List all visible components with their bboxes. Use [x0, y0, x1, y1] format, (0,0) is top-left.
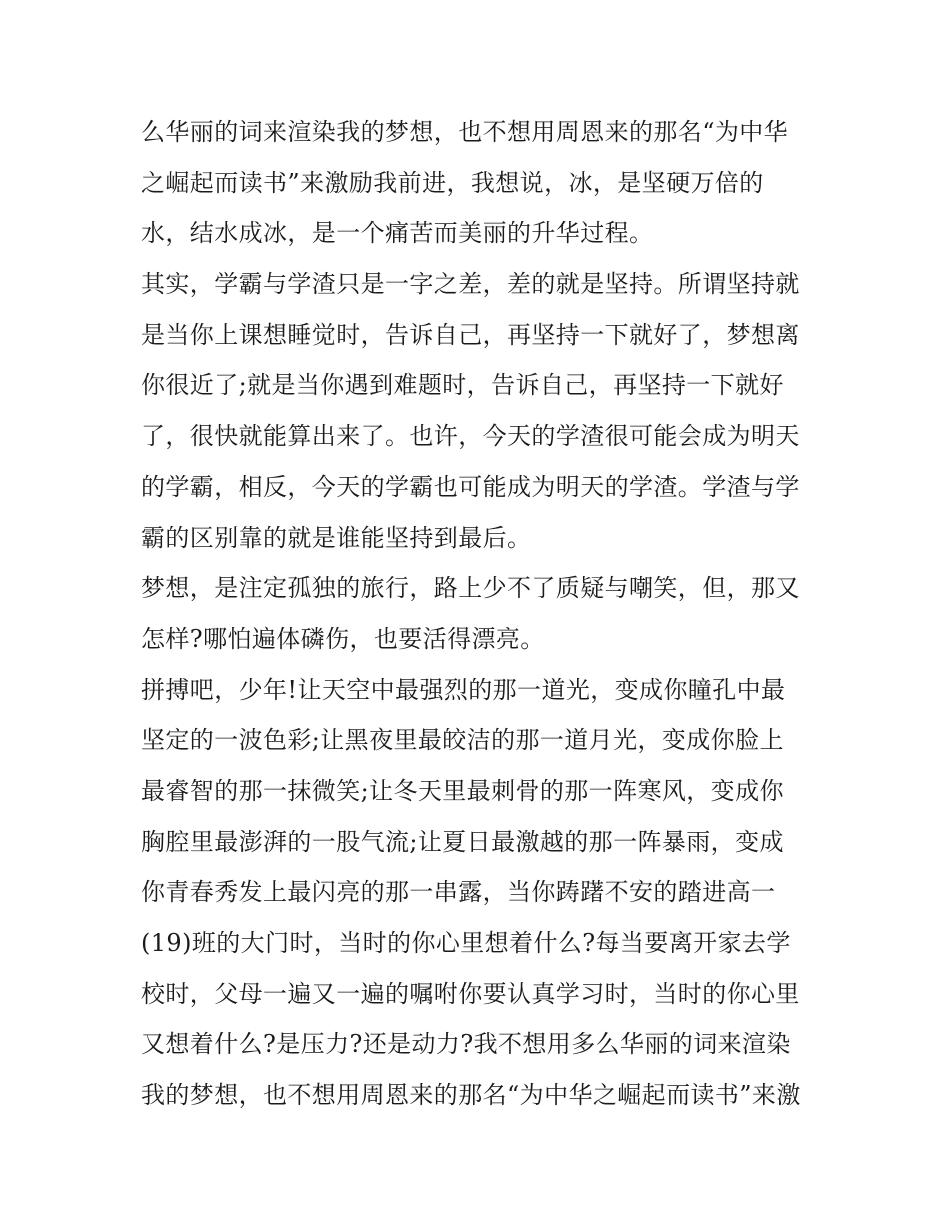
text-line: 我的梦想，也不想用周恩来的那名“为中华之崛起而读书”来激 [141, 1081, 801, 1110]
text-line: (19)班的大门时，当时的你心里想着什么?每当要离开家去学 [141, 929, 791, 957]
text-line: 又想着什么?是压力?还是动力?我不想用多么华丽的词来渲染 [141, 1030, 791, 1059]
text-line: 坚定的一波色彩;让黑夜里最皎洁的那一道月光，变成你脸上 [141, 726, 784, 755]
text-line: 拼搏吧，少年!让天空中最强烈的那一道光，变成你瞳孔中最 [141, 675, 786, 704]
text-line: 其实，学霸与学渣只是一字之差，差的就是坚持。所谓坚持就 [141, 270, 800, 299]
text-line: 你很近了;就是当你遇到难题时，告诉自己，再坚持一下就好 [141, 371, 784, 400]
text-line: 你青春秀发上最闪亮的那一串露，当你踌躇不安的踏进高一 [141, 878, 776, 907]
text-line: 校时，父母一遍又一遍的嘱咐你要认真学习时，当时的你心里 [141, 979, 800, 1008]
text-line: 最睿智的那一抹微笑;让冬天里最刺骨的那一阵寒风，变成你 [141, 776, 784, 805]
text-line: 之崛起而读书”来激励我前进，我想说，冰，是坚硬万倍的 [141, 168, 764, 197]
text-line: 霸的区别靠的就是谁能坚持到最后。 [141, 523, 532, 552]
text-line: 么华丽的词来渲染我的梦想，也不想用周恩来的那名“为中华 [141, 118, 789, 146]
text-line: 水，结水成冰，是一个痛苦而美丽的升华过程。 [141, 219, 654, 248]
text-line: 胸腔里最澎湃的一股气流;让夏日最激越的那一阵暴雨，变成 [141, 827, 784, 856]
text-line: 是当你上课想睡觉时，告诉自己，再坚持一下就好了，梦想离 [141, 320, 800, 349]
text-line: 怎样?哪怕遍体磷伤，也要活得漂亮。 [141, 624, 545, 653]
text-line: 了，很快就能算出来了。也许，今天的学渣很可能会成为明天 [141, 422, 800, 451]
text-line: 梦想，是注定孤独的旅行，路上少不了质疑与嘲笑，但，那又 [141, 574, 800, 603]
text-line: 的学霸，相反，今天的学霸也可能成为明天的学渣。学渣与学 [141, 472, 800, 501]
essay-body [141, 107, 821, 1121]
